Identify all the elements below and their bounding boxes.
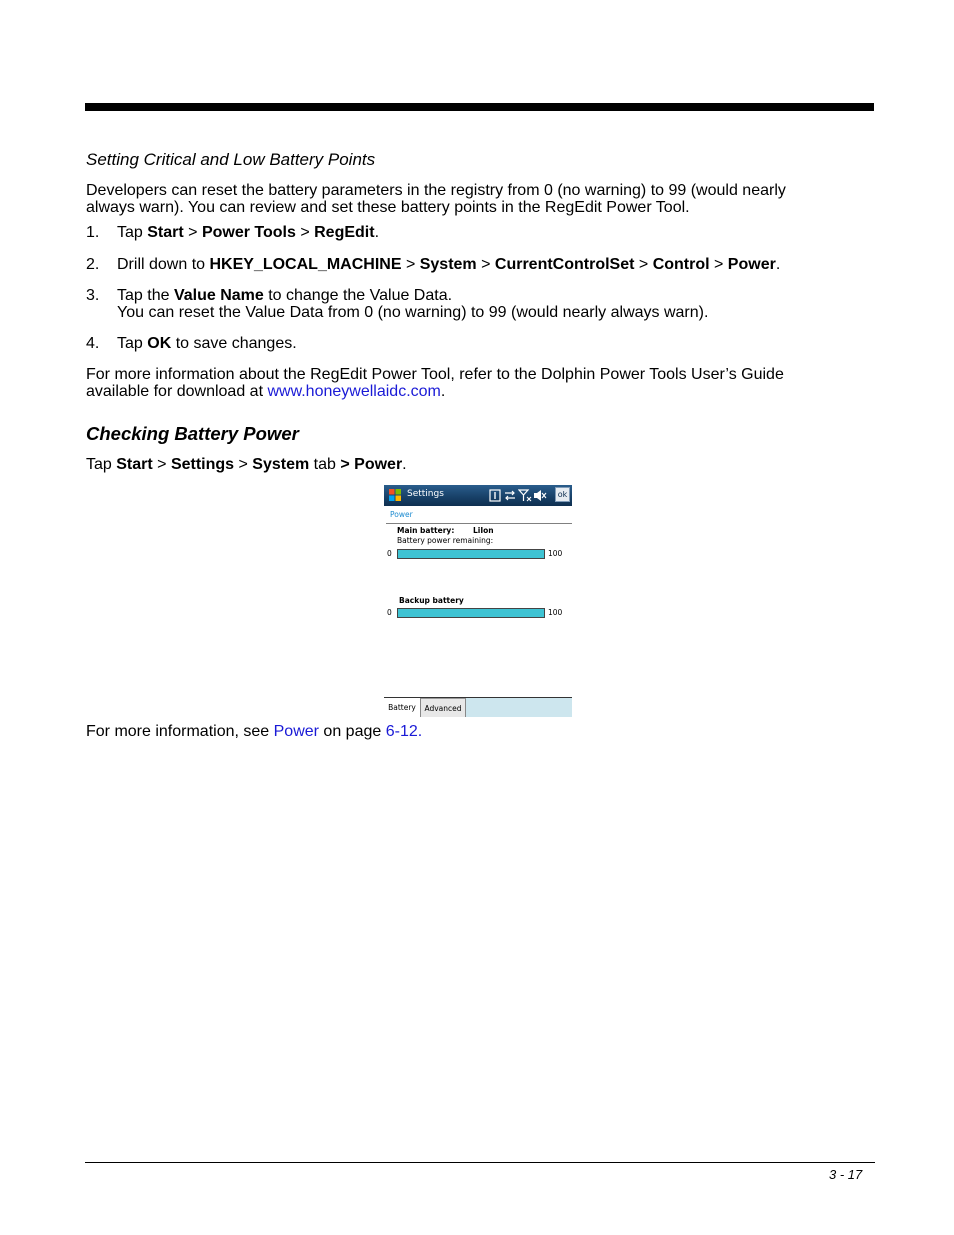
title-divider [386, 523, 572, 524]
tab-bar [384, 697, 572, 717]
tab-battery[interactable]: Battery [384, 698, 421, 717]
tap-instruction: Tap Start > Settings > System tab > Power. [86, 456, 407, 473]
tab-advanced[interactable]: Advanced [421, 698, 466, 717]
page-link[interactable]: 6-12 [385, 723, 418, 740]
footer-rule [85, 1162, 875, 1163]
input-icon[interactable] [488, 488, 502, 503]
window-title: Settings [407, 489, 444, 499]
ok-button[interactable]: ok [555, 487, 570, 502]
header-rule [85, 103, 874, 111]
volume-muted-icon[interactable] [533, 488, 547, 503]
backup-battery-bar [397, 608, 545, 618]
main-min-label: 0 [387, 549, 392, 558]
battery-remaining-label: Battery power remaining: [397, 536, 494, 545]
power-link[interactable]: Power [273, 723, 319, 740]
page-number: 3 - 17 [829, 1167, 863, 1182]
step-4: 4. Tap OK to save changes. [86, 335, 297, 352]
title-bar [384, 485, 572, 506]
main-max-label: 100 [548, 549, 563, 558]
main-battery-type: LiIon [473, 526, 494, 535]
step-3-detail: You can reset the Value Data from 0 (no warning) to 99 (would nearly always warn). [117, 304, 709, 321]
signal-off-icon[interactable] [518, 488, 532, 503]
subsection-title: Setting Critical and Low Battery Points [86, 150, 376, 169]
honeywell-link[interactable]: www.honeywellaidc.com [267, 383, 441, 400]
main-battery-bar [397, 549, 545, 559]
footer-info: For more information, see Power on page 6-12. [86, 723, 423, 740]
step-1: 1. Tap Start > Power Tools > RegEdit. [86, 224, 380, 241]
step-2: 2. Drill down to HKEY_LOCAL_MACHINE > System > CurrentControlSet > Control > Power. [86, 256, 781, 273]
intro-paragraph [86, 182, 876, 216]
more-info-paragraph: For more information about the RegEdit Power Tool, refer to the Dolphin Power Tools User’s Guide available for download at www.honeywellaidc.com. [86, 366, 784, 400]
step-3: 3. Tap the Value Name to change the Value Data. You can reset the Value Data from 0 (no warning) to 99 (would nearly always warn). [86, 287, 709, 321]
backup-min-label: 0 [387, 608, 392, 617]
backup-battery-label: Backup battery [399, 596, 464, 605]
section-title: Checking Battery Power [86, 423, 299, 444]
intro-line-1: Developers can reset the battery parameters in the registry from 0 (no warning) to 99 (would nearly [86, 182, 786, 199]
page-title: Power [390, 510, 413, 519]
main-battery-label: Main battery: [397, 526, 455, 535]
power-settings-screenshot [384, 485, 572, 717]
connectivity-icon[interactable] [503, 488, 517, 503]
windows-start-icon[interactable] [388, 488, 402, 502]
backup-max-label: 100 [548, 608, 563, 617]
intro-line-2: always warn). You can review and set these battery points in the RegEdit Power Tool. [86, 199, 690, 216]
